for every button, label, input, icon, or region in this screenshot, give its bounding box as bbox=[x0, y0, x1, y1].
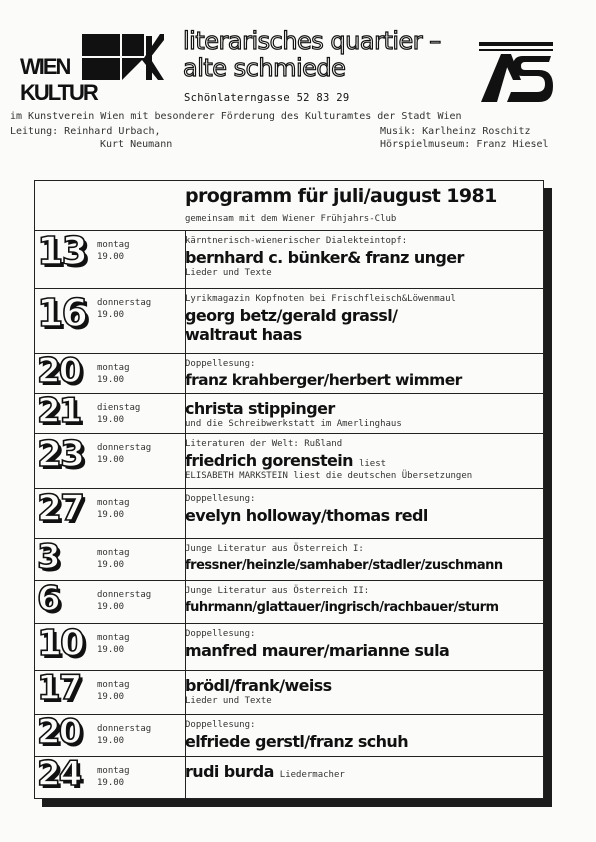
event-names-text: christa stippinger bbox=[185, 399, 335, 418]
event-names-text: waltraut haas bbox=[185, 325, 302, 344]
event-tail: Liedermacher bbox=[279, 770, 345, 780]
event-note: und die Schreibwerkstatt im Amerlinghaus bbox=[185, 419, 402, 429]
event-names bbox=[185, 306, 397, 325]
event-names bbox=[185, 598, 499, 617]
table-row bbox=[35, 623, 543, 670]
table-row bbox=[35, 433, 543, 488]
event-day: 6 bbox=[37, 579, 59, 619]
event-time: 19.00 bbox=[97, 375, 125, 385]
event-names bbox=[185, 676, 332, 695]
event-time: 19.00 bbox=[97, 252, 125, 262]
event-weekday: montag bbox=[97, 548, 130, 558]
event-names bbox=[185, 248, 464, 267]
event-weekday: donnerstag bbox=[97, 724, 152, 734]
event-day: 10 bbox=[37, 623, 84, 664]
event-series: Doppellesung: bbox=[185, 494, 256, 504]
table-row bbox=[35, 353, 543, 393]
event-names-text: rudi burda bbox=[185, 762, 274, 781]
table-row bbox=[35, 538, 543, 580]
event-names-text: manfred maurer/marianne sula bbox=[185, 641, 450, 660]
event-names bbox=[185, 371, 462, 390]
table-row bbox=[35, 488, 543, 538]
event-day: 24 bbox=[37, 754, 81, 794]
table-row bbox=[35, 288, 543, 353]
musik-credit: Musik: Karlheinz Roschitz bbox=[380, 126, 531, 137]
event-names-text: friedrich gorenstein bbox=[185, 451, 353, 470]
event-series: Junge Literatur aus Österreich I: bbox=[185, 544, 364, 554]
event-time: 19.00 bbox=[97, 602, 125, 612]
event-names bbox=[185, 399, 335, 418]
event-names bbox=[185, 506, 428, 525]
event-note: ELISABETH MARKSTEIN liest die deutschen Übersetzungen bbox=[185, 471, 473, 481]
event-names bbox=[185, 325, 302, 344]
event-names-text: franz krahberger/herbert wimmer bbox=[185, 371, 462, 389]
event-names-text: evelyn holloway/thomas redl bbox=[185, 506, 428, 525]
event-series: Doppellesung: bbox=[185, 629, 256, 639]
event-weekday: montag bbox=[97, 498, 130, 508]
event-day: 20 bbox=[37, 712, 81, 752]
event-weekday: dienstag bbox=[97, 403, 141, 413]
event-series: Doppellesung: bbox=[185, 720, 256, 730]
event-names-text: bernhard c. bünker& franz unger bbox=[185, 248, 464, 267]
event-names-text: fuhrmann/glattauer/ingrisch/rachbauer/sturm bbox=[185, 600, 499, 615]
event-note: Lieder und Texte bbox=[185, 696, 272, 706]
event-time: 19.00 bbox=[97, 736, 125, 746]
event-time: 19.00 bbox=[97, 560, 125, 570]
event-names-text: georg betz/gerald grassl/ bbox=[185, 306, 398, 325]
event-time: 19.00 bbox=[97, 415, 125, 425]
event-weekday: montag bbox=[97, 766, 130, 776]
svg-text:KULTUR: KULTUR bbox=[20, 80, 97, 105]
event-time: 19.00 bbox=[97, 455, 125, 465]
wien-kultur-logo bbox=[18, 32, 166, 110]
event-series: Junge Literatur aus Österreich II: bbox=[185, 586, 370, 596]
header-title bbox=[183, 28, 441, 82]
leitung-line1: Leitung: Reinhard Urbach, bbox=[10, 126, 161, 137]
event-series: kärntnerisch-wienerischer Dialekteintopf: bbox=[185, 236, 408, 246]
table-row bbox=[35, 393, 543, 433]
event-names bbox=[185, 732, 408, 751]
program-heading-row bbox=[35, 181, 543, 230]
event-names-text: elfriede gerstl/franz schuh bbox=[185, 732, 408, 751]
table-row bbox=[35, 230, 543, 288]
event-day: 17 bbox=[37, 668, 81, 708]
leitung-line2: Kurt Neumann bbox=[100, 139, 173, 150]
table-row bbox=[35, 714, 543, 756]
event-note: Lieder und Texte bbox=[185, 268, 272, 278]
address: Schönlaterngasse 52 83 29 bbox=[184, 92, 350, 104]
event-names bbox=[185, 762, 345, 785]
event-tail: liest bbox=[358, 459, 387, 469]
day-column-divider bbox=[185, 230, 186, 798]
event-names-text: brödl/frank/weiss bbox=[185, 676, 332, 695]
event-series: Lyrikmagazin Kopfnoten bei Frischfleisch&Löwenmaul bbox=[185, 294, 456, 304]
program-subtitle: gemeinsam mit dem Wiener Frühjahrs-Club bbox=[185, 214, 397, 224]
event-day: 23 bbox=[37, 434, 84, 475]
event-time: 19.00 bbox=[97, 778, 125, 788]
header-title-line1: literarisches quartier – bbox=[183, 27, 441, 55]
event-time: 19.00 bbox=[97, 645, 125, 655]
event-weekday: donnerstag bbox=[97, 298, 152, 308]
event-time: 19.00 bbox=[97, 510, 125, 520]
event-weekday: montag bbox=[97, 680, 130, 690]
event-day: 27 bbox=[37, 488, 84, 529]
event-series: Doppellesung: bbox=[185, 359, 256, 369]
event-day: 3 bbox=[37, 537, 59, 577]
event-names-text: fressner/heinzle/samhaber/stadler/zuschmann bbox=[185, 558, 503, 573]
event-day: 13 bbox=[37, 229, 86, 273]
program-table bbox=[34, 180, 544, 799]
event-weekday: montag bbox=[97, 363, 130, 373]
event-names bbox=[185, 556, 503, 575]
event-day: 16 bbox=[37, 291, 86, 335]
event-series: Literaturen der Welt: Rußland bbox=[185, 439, 343, 449]
header-title-line2: alte schmiede bbox=[183, 54, 346, 82]
event-day: 20 bbox=[37, 351, 81, 391]
support-note: im Kunstverein Wien mit besonderer Förderung des Kulturamtes der Stadt Wien bbox=[10, 111, 462, 122]
event-weekday: montag bbox=[97, 240, 130, 250]
table-row bbox=[35, 670, 543, 714]
svg-text:WIEN: WIEN bbox=[20, 54, 70, 79]
event-time: 19.00 bbox=[97, 692, 125, 702]
event-weekday: donnerstag bbox=[97, 443, 152, 453]
hoerspiel-credit: Hörspielmuseum: Franz Hiesel bbox=[380, 139, 549, 150]
event-time: 19.00 bbox=[97, 310, 125, 320]
program-title: programm für juli/august 1981 bbox=[185, 185, 497, 207]
event-weekday: montag bbox=[97, 633, 130, 643]
event-weekday: donnerstag bbox=[97, 590, 152, 600]
event-day: 21 bbox=[37, 391, 81, 431]
table-row bbox=[35, 756, 543, 800]
table-row bbox=[35, 580, 543, 623]
alte-schmiede-logo bbox=[477, 40, 555, 106]
event-names bbox=[185, 641, 449, 660]
